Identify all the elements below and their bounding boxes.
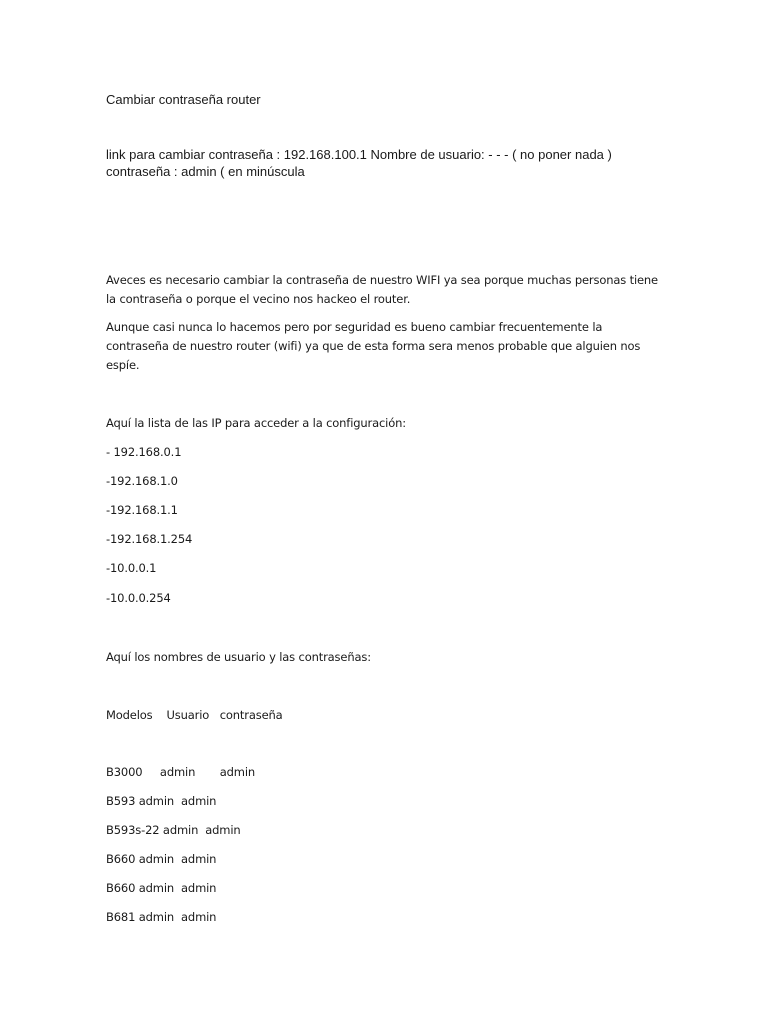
model-row: B681 admin admin (106, 910, 217, 924)
ip-list-item: -10.0.0.1 (106, 561, 157, 575)
model-row: B660 admin admin (106, 881, 217, 895)
router-password-line: contraseña : admin ( en minúscula (106, 164, 305, 179)
model-row: B593s-22 admin admin (106, 823, 241, 837)
models-table-header: Modelos Usuario contraseña (106, 708, 283, 722)
router-link-line: link para cambiar contraseña : 192.168.100.1 Nombre de usuario: - - - ( no poner nada ) (106, 147, 612, 162)
ip-list-item: -192.168.1.1 (106, 503, 178, 517)
document-title: Cambiar contraseña router (106, 92, 261, 107)
ip-list-item: -10.0.0.254 (106, 591, 171, 605)
intro-paragraph: Aveces es necesario cambiar la contraseña de nuestro WIFI ya sea porque muchas personas tiene la contraseña o porque el vecino nos hackeo el router. (106, 273, 658, 306)
router-link-info (106, 146, 646, 180)
model-row: B593 admin admin (106, 794, 217, 808)
model-row: B660 admin admin (106, 852, 217, 866)
ip-list-item: -192.168.1.0 (106, 474, 178, 488)
security-paragraph: Aunque casi nunca lo hacemos pero por seguridad es bueno cambiar frecuentemente la contraseña de nuestro router (wifi) ya que de esta forma sera menos probable que alguien nos espíe. (106, 320, 641, 372)
model-row: B3000 admin admin (106, 765, 256, 779)
ip-list-item: - 192.168.0.1 (106, 445, 182, 459)
ip-list-item: -192.168.1.254 (106, 532, 193, 546)
credentials-heading: Aquí los nombres de usuario y las contraseñas: (106, 650, 371, 664)
ip-list-heading: Aquí la lista de las IP para acceder a la configuración: (106, 416, 406, 430)
